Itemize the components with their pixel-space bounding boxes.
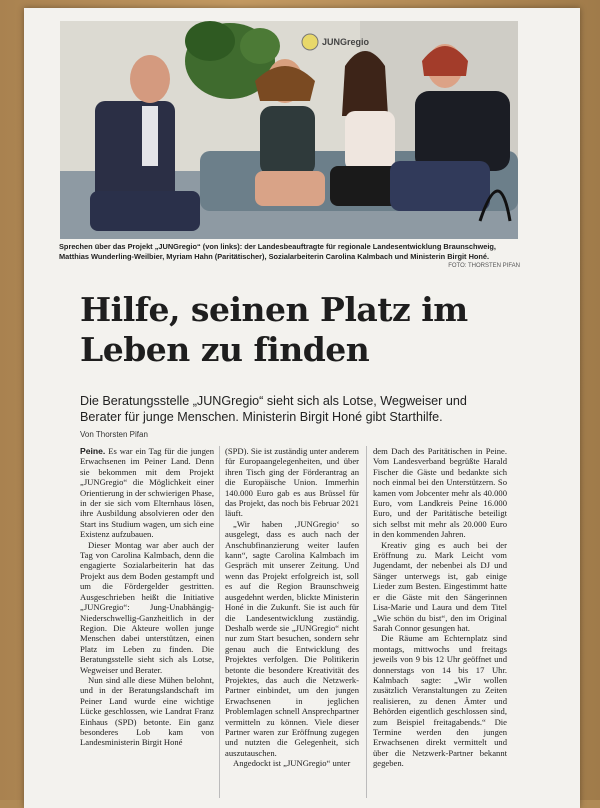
person-woman-2 bbox=[345, 111, 395, 171]
paragraph: Nun sind alle diese Mühen belohnt, und in der Beratungslandschaft im Peiner Land wurde eine wichtige Lücke geschlossen, wie Landrat Franz Einhaus (SPD) betonte. Ein ganz besonderes Lob kam von Landesministerin Birgit Honé bbox=[80, 674, 214, 748]
paragraph: Angedockt ist „JUNGregio“ unter bbox=[233, 758, 351, 769]
paragraph: dem Dach des Paritätischen in Peine. Vom Landesverband begrüßte Harald Fischer die Gäste und bedankte sich noch einmal bei den Unterstützern. So kamen vom Jobcenter mehr als 40.000 Euro, vom Landkreis Peine 16.000 Euro, und der Paritätische beteiligt sich selbst mit mehr als 20.000 Euro in den kommenden Jahren. bbox=[373, 446, 507, 540]
paragraph: (SPD). Sie ist zuständig unter anderem für Europaangelegenheiten, und über ihren Tisch ging der Förderantrag an die Europäische Union. Immerhin 140.000 Euro gab es aus Brüssel für das Projekt, das noch bis Februar 2021 läuft. bbox=[225, 446, 359, 519]
text-column-3 bbox=[373, 446, 507, 769]
person-woman-1 bbox=[260, 106, 315, 176]
logo-icon bbox=[302, 34, 318, 50]
column-divider bbox=[219, 446, 220, 798]
text-column-1 bbox=[80, 446, 214, 748]
photo-caption: Sprechen über das Projekt „JUNGregio“ (von links): der Landesbeauftragte für regionale Landesentwicklung Braunschweig, Matthias Wunderling-Weilbier, Myriam Hahn (Paritätischer), Sozialarbeiterin Carolina Kalmbach und Ministerin Birgit Honé. bbox=[59, 242, 496, 261]
text-column-2 bbox=[225, 446, 359, 769]
paragraph: Die Räume am Echternplatz sind montags, mittwochs und freitags jeweils von 9 bis 12 Uhr geöffnet und donnerstags von 14 bis 17 Uhr. Kalmbach sagte: „Wir wollen zusätzlich Veranstaltungen zu Zeiten realisieren, zu denen Ämter und Behörden eigentlich geschlossen sind, zum Beispiel freitagabends.“ Die Termine werden den jungen Erwachsenen direkt vermittelt und über die Netzwerk-Partner bekannt gegeben. bbox=[373, 633, 507, 769]
article-subheadline: Die Beratungsstelle „JUNGregio“ sieht sich als Lotse, Wegweiser und Berater für junge Menschen. Ministerin Birgit Honé gibt Starthilfe. bbox=[80, 394, 467, 424]
column-divider bbox=[366, 446, 367, 798]
headline-line-1: Hilfe, seinen Platz im bbox=[80, 290, 468, 329]
paragraph bbox=[80, 446, 214, 540]
paragraph-text: Es war ein Tag für die jungen Erwachsenen im Peiner Land. Denn sie bekommen mit dem Projekt „JUNGregio“ die Möglichkeit einer Orientierung in der schwierigen Phase, in der sie sich vom Elternhaus lösen, ihre Ausbildung absolvieren oder den Start ins Studium wagen, um sich eine Existenz aufzubauen. bbox=[80, 446, 214, 540]
article-byline: Von Thorsten Pifan bbox=[80, 430, 148, 439]
article-photo bbox=[60, 21, 518, 239]
person-woman-3 bbox=[415, 91, 510, 171]
paragraph: Dieser Montag war aber auch der Tag von Carolina Kalmbach, denn die engagierte Sozialarbeiterin hat das Projekt aus dem Boden gestampft und um die Fördergelder gestritten. Ausgeschrieben heißt die Initiative „JUNGregio“: Jung-Unabhängig-Niederschwellig-Ganzheitlich in der Region. Die Akteure wollen junge Menschen dabei unterstützen, einen Platz im Leben zu finden. Die Beratungsstelle sieht sich als Lotse, Wegweiser und Berater. bbox=[80, 539, 214, 675]
article-headline bbox=[80, 290, 520, 370]
dateline: Peine. bbox=[80, 446, 106, 456]
paragraph: „Wir haben ‚JUNGregio‘ so ausgelegt, dass es auch nach der Anschubfinanzierung weiter laufen kann“, sagte Carolina Kalmbach im Gespräch mit unserer Zeitung. Und wenn das Projekt erfolgreich ist, soll es auf die Region Braunschweig ausgedehnt werden, blickte Ministerin Honé in die Zukunft. Sie ist auch für die Landesentwicklung zuständig. Deshalb werde sie „JUNGregio“ nicht nur zum Start besuchen, sondern sehr genau auch die Entwicklung des Projektes verfolgen. Die Politikerin betonte die besondere Kreativität des Projektes, das auch die Netzwerk-Partner einbindet, um den jungen Erwachsenen in jeglichen Problemlagen schnell Ansprechpartner vermitteln zu können. Viele dieser Partner waren zur Eröffnung zugegen und nutzten die Gelegenheit, sich auszutauschen. bbox=[225, 518, 359, 758]
paragraph: Kreativ ging es auch bei der Eröffnung zu. Mark Leicht vom Jugendamt, der nebenbei als DJ und Sänger unterwegs ist, gab einige Lieder zum Besten. Eingestimmt hatte er die Gäste mit den Sängerinnen Lisa-Marie und Laura und dem Titel „Wie schön du bist“, den im Original Sarah Connor gesungen hat. bbox=[373, 539, 507, 633]
headline-line-2: Leben zu finden bbox=[80, 330, 370, 369]
photo-credit: FOTO: THORSTEN PIFAN bbox=[448, 263, 520, 269]
logo-text: JUNGregio bbox=[322, 37, 370, 47]
